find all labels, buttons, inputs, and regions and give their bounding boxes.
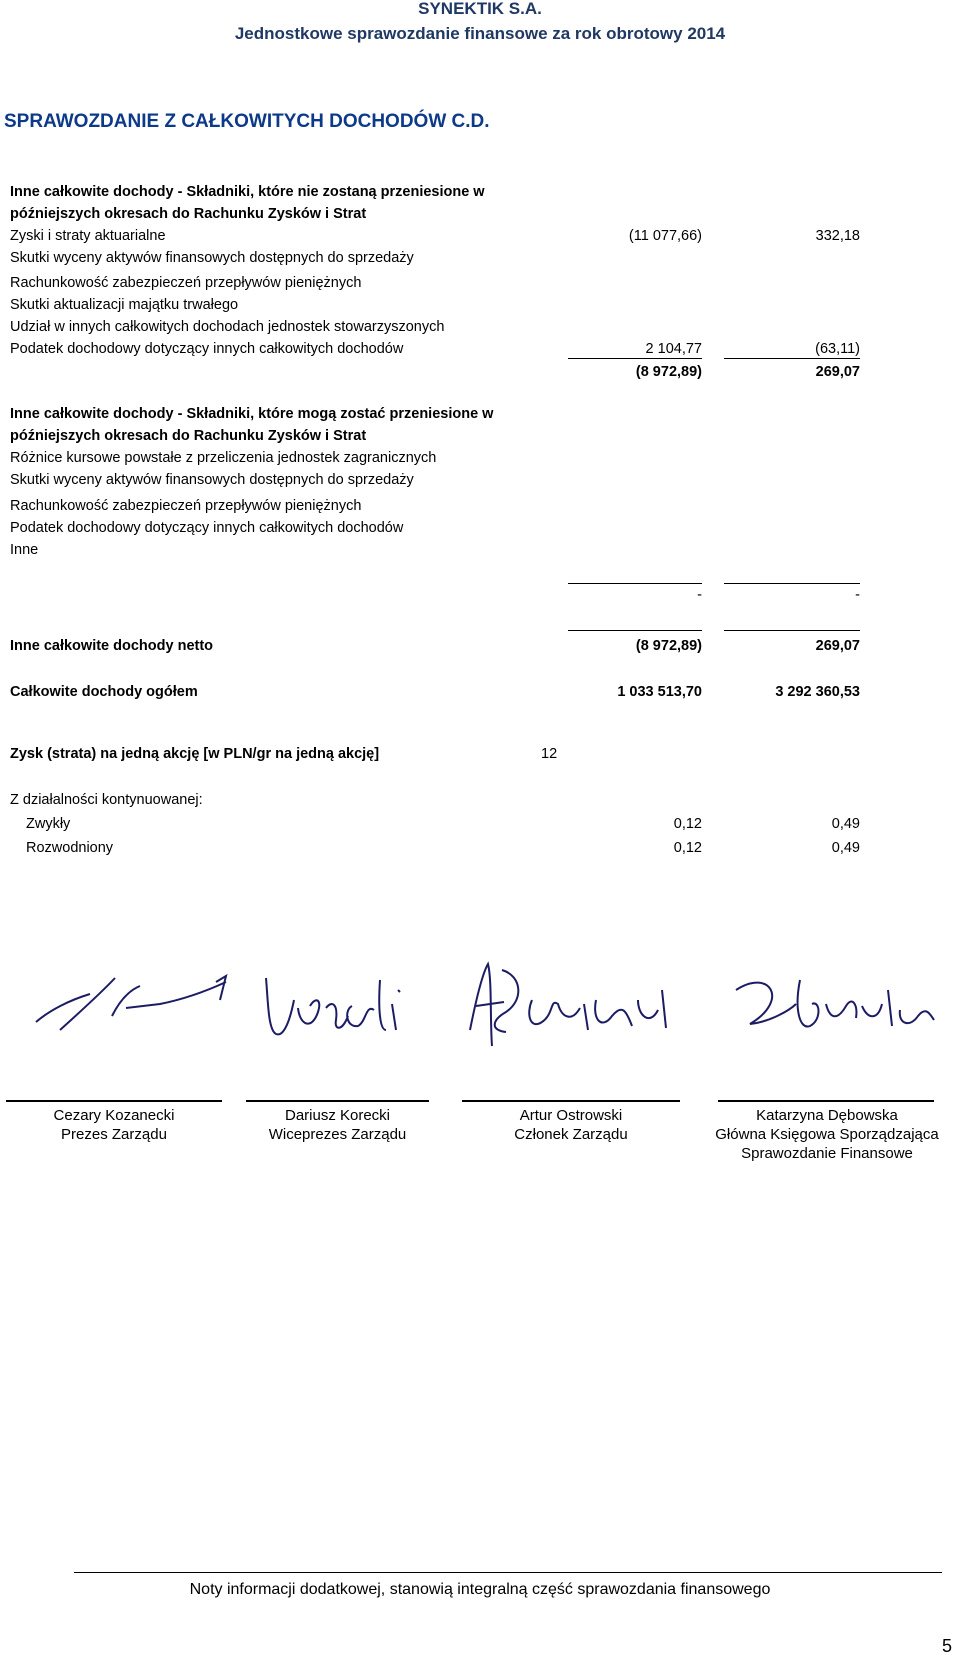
signer-korecki <box>246 1106 429 1144</box>
signature-korecki <box>262 960 432 1050</box>
net-label: Inne całkowite dochody netto <box>10 638 214 654</box>
section2-heading-line1: Inne całkowite dochody - Składniki, które mogą zostać przeniesione w <box>10 406 494 422</box>
subtotal-rule <box>568 630 702 631</box>
signer-name: Artur Ostrowski <box>519 1107 623 1124</box>
section1-row-label: Skutki wyceny aktywów finansowych dostępnych do sprzedaży <box>10 250 414 266</box>
footer-rule <box>74 1572 942 1573</box>
signature-line <box>462 1100 680 1102</box>
eps-diluted-2013: 0,49 <box>831 840 860 856</box>
signer-role: Wiceprezes Zarządu <box>268 1126 407 1143</box>
total-label: Całkowite dochody ogółem <box>10 684 198 700</box>
report-subtitle: Jednostkowe sprawozdanie finansowe za rok obrotowy 2014 <box>234 24 726 43</box>
section1-row-label: Udział w innych całkowitych dochodach jednostek stowarzyszonych <box>10 319 445 335</box>
section2-total-2013: - <box>855 587 860 603</box>
signature-kozanecki <box>30 960 240 1050</box>
eps-basic-label: Zwykły <box>26 816 71 832</box>
signer-kozanecki <box>6 1106 222 1144</box>
eps-diluted-label: Rozwodniony <box>26 840 114 856</box>
total-value-2013: 3 292 360,53 <box>775 684 860 700</box>
signer-ostrowski <box>462 1106 680 1144</box>
eps-diluted-2014: 0,12 <box>673 840 702 856</box>
eps-continuing-label: Z działalności kontynuowanej: <box>10 792 203 808</box>
section2-row-label: Różnice kursowe powstałe z przeliczenia jednostek zagranicznych <box>10 450 437 466</box>
eps-basic-2013: 0,49 <box>831 816 860 832</box>
section1-total-2013: 269,07 <box>815 364 860 380</box>
company-name: SYNEKTIK S.A. <box>418 0 542 18</box>
eps-label: Zysk (strata) na jedną akcję [w PLN/gr na jedną akcję] <box>10 746 380 762</box>
total-value-2014: 1 033 513,70 <box>617 684 702 700</box>
signature-line <box>718 1100 934 1102</box>
page-title: SPRAWOZDANIE Z CAŁKOWITYCH DOCHODÓW C.D. <box>4 111 490 132</box>
subtotal-rule <box>724 583 860 584</box>
section1-total-2014: (8 972,89) <box>635 364 702 380</box>
section1-row-value-2014: 2 104,77 <box>645 341 702 357</box>
section2-row-label: Podatek dochodowy dotyczący innych całkowitych dochodów <box>10 520 404 536</box>
section1-heading-line2: późniejszych okresach do Rachunku Zysków i Strat <box>10 206 367 222</box>
subtotal-rule <box>724 358 860 359</box>
section1-row-value-2013: 332,18 <box>815 228 860 244</box>
signer-name: Cezary Kozanecki <box>53 1107 175 1124</box>
section1-row-label: Podatek dochodowy dotyczący innych całkowitych dochodów <box>10 341 404 357</box>
section2-total-2014: - <box>697 587 702 603</box>
signature-debowska <box>730 960 940 1050</box>
section1-row-label: Skutki aktualizacji majątku trwałego <box>10 297 239 313</box>
signer-debowska <box>712 1106 942 1163</box>
section2-row-label: Skutki wyceny aktywów finansowych dostępnych do sprzedaży <box>10 472 414 488</box>
subtotal-rule <box>724 630 860 631</box>
signature-ostrowski <box>462 960 702 1050</box>
eps-basic-2014: 0,12 <box>673 816 702 832</box>
section1-row-label: Zyski i straty aktuarialne <box>10 228 166 244</box>
section1-row-value-2013: (63,11) <box>815 341 860 357</box>
section2-row-label: Inne <box>10 542 39 558</box>
subtotal-rule <box>568 358 702 359</box>
signer-name: Katarzyna Dębowska <box>756 1107 898 1124</box>
signer-role: Prezes Zarządu <box>61 1126 167 1143</box>
signature-line <box>6 1100 222 1102</box>
signer-name: Dariusz Korecki <box>284 1107 391 1124</box>
signature-line <box>246 1100 429 1102</box>
footer-note: Noty informacji dodatkowej, stanowią integralną część sprawozdania finansowego <box>189 1581 771 1598</box>
eps-note-number: 12 <box>541 746 558 762</box>
section2-row-label: Rachunkowość zabezpieczeń przepływów pieniężnych <box>10 498 362 514</box>
subtotal-rule <box>568 583 702 584</box>
section1-row-value-2014: (11 077,66) <box>628 228 702 244</box>
signer-role: Członek Zarządu <box>514 1126 628 1143</box>
section2-heading-line2: późniejszych okresach do Rachunku Zysków i Strat <box>10 428 367 444</box>
signer-role: Główna Księgowa Sporządzająca Sprawozdanie Finansowe <box>715 1126 939 1162</box>
section1-row-label: Rachunkowość zabezpieczeń przepływów pieniężnych <box>10 275 362 291</box>
section1-heading-line1: Inne całkowite dochody - Składniki, które nie zostaną przeniesione w <box>10 184 485 200</box>
page-number: 5 <box>942 1636 953 1656</box>
net-value-2013: 269,07 <box>815 638 860 654</box>
net-value-2014: (8 972,89) <box>635 638 702 654</box>
